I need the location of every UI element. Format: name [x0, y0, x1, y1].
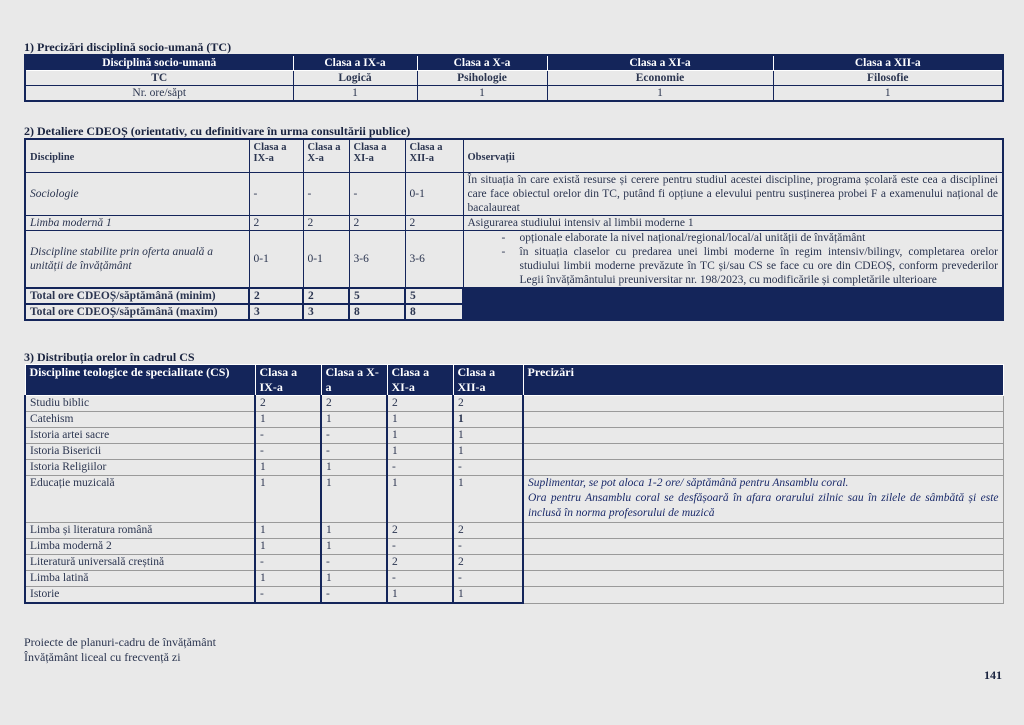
table-cell: 1 — [387, 428, 453, 444]
note-cell — [523, 523, 1003, 539]
table-cell: 1 — [387, 476, 453, 523]
table-cell: 2 — [453, 523, 523, 539]
header-cell: Clasa a IX-a — [293, 55, 417, 71]
discipline-cell: Sociologie — [25, 173, 249, 216]
table-cell: 1 — [321, 523, 387, 539]
note-line: Ora pentru Ansamblu coral se desfășoară în afara orarului zilnic sau în zilele de sâmbătă și este inclusă în norma profesorului de muzică — [528, 492, 999, 519]
note-cell — [523, 428, 1003, 444]
section-1-title: 1) Precizări disciplină socio-umană (TC) — [24, 40, 232, 54]
table-cell: - — [255, 444, 321, 460]
section-2-title: 2) Detaliere CDEOȘ (orientativ, cu definitivare în urma consultării publice) — [24, 124, 411, 138]
header-cell: Clasa a XI-a — [547, 55, 773, 71]
table-cell: 1 — [387, 587, 453, 604]
table-row — [25, 396, 1003, 412]
discipline-cell: Istoria Bisericii — [25, 444, 255, 460]
table-cell: 1 — [547, 86, 773, 102]
table-row — [25, 71, 1003, 86]
table-cell: - — [349, 173, 405, 216]
table-row — [25, 539, 1003, 555]
note-cell — [523, 587, 1003, 604]
table-header-row — [25, 55, 1003, 71]
header-cell: Clasa a X-a — [417, 55, 547, 71]
footer-line-1: Proiecte de planuri-cadru de învățământ — [24, 635, 216, 649]
table-cell: 0-1 — [303, 231, 349, 289]
table-row — [25, 86, 1003, 102]
table-row — [25, 571, 1003, 587]
note-cell — [523, 460, 1003, 476]
discipline-cell: Istorie — [25, 587, 255, 604]
table-row — [25, 173, 1003, 216]
note-cell — [523, 539, 1003, 555]
note-cell — [523, 571, 1003, 587]
observation-cell: Asigurarea studiului intensiv al limbii moderne 1 — [463, 216, 1003, 231]
header-cell: Clasa a XI-a — [387, 365, 453, 396]
table-cell: - — [387, 539, 453, 555]
discipline-cell: Educație muzicală — [25, 476, 255, 523]
discipline-cell: Limba modernă 2 — [25, 539, 255, 555]
header-cell: Clasa a X-a — [321, 365, 387, 396]
header-cell: Precizări — [523, 365, 1003, 396]
table-row — [25, 460, 1003, 476]
table-row — [25, 555, 1003, 571]
discipline-cell: Limba latină — [25, 571, 255, 587]
filled-cell — [463, 288, 1003, 320]
table-cell: Filosofie — [773, 71, 1003, 86]
note-cell — [523, 555, 1003, 571]
header-cell: Clasa a XI-a — [349, 139, 405, 173]
table-row — [25, 523, 1003, 539]
table-cell: 2 — [387, 523, 453, 539]
table-cell: - — [249, 173, 303, 216]
table-cell: 1 — [255, 539, 321, 555]
table-cell: - — [321, 428, 387, 444]
footer-line-2: Învățământ liceal cu frecvență zi — [24, 650, 181, 664]
table-cell: 1 — [255, 460, 321, 476]
table-cell: - — [255, 428, 321, 444]
header-cell: Clasa a XII-a — [453, 365, 523, 396]
discipline-cell: Istoria artei sacre — [25, 428, 255, 444]
header-cell: Clasa a XII-a — [405, 139, 463, 173]
table-cell: 1 — [453, 476, 523, 523]
note-cell — [523, 396, 1003, 412]
table-cell: 2 — [349, 216, 405, 231]
table-cell: Economie — [547, 71, 773, 86]
discipline-cell: Studiu biblic — [25, 396, 255, 412]
header-cell: Disciplină socio-umană — [25, 55, 293, 71]
table-cell: 1 — [255, 523, 321, 539]
header-cell: Clasa a X-a — [303, 139, 349, 173]
table-cell: Nr. ore/săpt — [25, 86, 293, 102]
table-cell: 1 — [453, 428, 523, 444]
table-cell: - — [387, 571, 453, 587]
table-cell: 2 — [453, 555, 523, 571]
table-cell: 1 — [417, 86, 547, 102]
table-cell: 1 — [453, 412, 523, 428]
note-cell — [523, 476, 1003, 523]
table-header-row — [25, 365, 1003, 396]
table-row — [25, 231, 1003, 289]
table-cell: 2 — [303, 216, 349, 231]
table-cell: - — [453, 571, 523, 587]
table-cell: 2 — [249, 216, 303, 231]
table-cell: 8 — [349, 304, 405, 320]
table-cell: 1 — [321, 476, 387, 523]
table-cell: 2 — [387, 396, 453, 412]
table-cell: 1 — [387, 412, 453, 428]
table-cell: - — [387, 460, 453, 476]
table-row — [25, 428, 1003, 444]
table-cell: 1 — [321, 412, 387, 428]
table-cell: 1 — [387, 444, 453, 460]
note-cell — [523, 412, 1003, 428]
table-cell: 3 — [303, 304, 349, 320]
table-cell: - — [255, 587, 321, 604]
table-cell: 0-1 — [249, 231, 303, 289]
table-cell: 0-1 — [405, 173, 463, 216]
table-cell: 2 — [303, 288, 349, 304]
discipline-cell: Literatură universală creștină — [25, 555, 255, 571]
discipline-cell: Limba și literatura română — [25, 523, 255, 539]
table-row — [25, 476, 1003, 523]
table-row — [25, 216, 1003, 231]
table-cell: 5 — [349, 288, 405, 304]
list-item: - opționale elaborate la nivel național/regional/local/al unității de învățământ — [520, 231, 999, 245]
header-cell: Discipline teologice de specialitate (CS) — [25, 365, 255, 396]
table-cell: - — [255, 555, 321, 571]
table-cell: 2 — [387, 555, 453, 571]
table-cell: TC — [25, 71, 293, 86]
table-cell: 3 — [249, 304, 303, 320]
observation-list — [468, 231, 999, 287]
discipline-cell: Discipline stabilite prin oferta anuală a unității de învățământ — [25, 231, 249, 289]
table-cell: 2 — [255, 396, 321, 412]
total-row — [25, 288, 1003, 304]
list-item: - în situația claselor cu predarea unei limbi moderne în regim intensiv/bilingv, completarea orelor studiului limbii moderne prevăzute în TC și/sau CS se face cu ore din CDEOȘ, conform prevederilor Legii învățământului preuniversitar nr. 198/2023, cu modificările și completările ulterioare — [520, 245, 999, 287]
total-label: Total ore CDEOȘ/săptămână (maxim) — [25, 304, 249, 320]
table-cell: - — [321, 587, 387, 604]
table-cell: 8 — [405, 304, 463, 320]
table-cell: Psihologie — [417, 71, 547, 86]
table-cell: 1 — [255, 412, 321, 428]
table-cell: 5 — [405, 288, 463, 304]
note-line: Suplimentar, se pot aloca 1-2 ore/ săptămână pentru Ansamblu coral. — [528, 477, 849, 489]
header-cell: Clasa a IX-a — [255, 365, 321, 396]
section-3-title: 3) Distribuția orelor în cadrul CS — [24, 350, 195, 364]
observation-cell: În situația în care există resurse și cerere pentru studiul acestei discipline, programa școlară este cea a disciplinei care face obiectul orelor din TC, putând fi opțiune a elevului pentru susținerea probei F a examenului național de bacalaureat — [463, 173, 1003, 216]
table-cell: Logică — [293, 71, 417, 86]
table-cell: 3-6 — [405, 231, 463, 289]
table-cell: 2 — [405, 216, 463, 231]
table-row — [25, 412, 1003, 428]
discipline-cell: Catehism — [25, 412, 255, 428]
table-cell: 1 — [453, 587, 523, 604]
table-cell: 1 — [321, 460, 387, 476]
table-cell: - — [453, 460, 523, 476]
cs-distribution-table — [24, 364, 1004, 604]
observation-cell — [463, 231, 1003, 289]
header-cell: Discipline — [25, 139, 249, 173]
table-cell: 2 — [249, 288, 303, 304]
header-cell: Observații — [463, 139, 1003, 173]
page-number: 141 — [984, 668, 1002, 682]
cdeos-table — [24, 138, 1004, 321]
table-cell: 1 — [255, 571, 321, 587]
table-cell: 1 — [321, 539, 387, 555]
table-cell: 1 — [773, 86, 1003, 102]
socio-human-table — [24, 54, 1004, 102]
table-cell: 2 — [321, 396, 387, 412]
discipline-cell: Limba modernă 1 — [25, 216, 249, 231]
header-cell: Clasa a XII-a — [773, 55, 1003, 71]
table-header-row — [25, 139, 1003, 173]
table-cell: - — [453, 539, 523, 555]
table-cell: - — [303, 173, 349, 216]
total-label: Total ore CDEOȘ/săptămână (minim) — [25, 288, 249, 304]
header-cell: Clasa a IX-a — [249, 139, 303, 173]
discipline-cell: Istoria Religiilor — [25, 460, 255, 476]
table-cell: 1 — [321, 571, 387, 587]
table-row — [25, 444, 1003, 460]
table-cell: 1 — [255, 476, 321, 523]
note-cell — [523, 444, 1003, 460]
table-cell: - — [321, 444, 387, 460]
table-cell: - — [321, 555, 387, 571]
table-row — [25, 587, 1003, 604]
table-cell: 1 — [293, 86, 417, 102]
table-cell: 1 — [453, 444, 523, 460]
table-cell: 2 — [453, 396, 523, 412]
table-cell: 3-6 — [349, 231, 405, 289]
